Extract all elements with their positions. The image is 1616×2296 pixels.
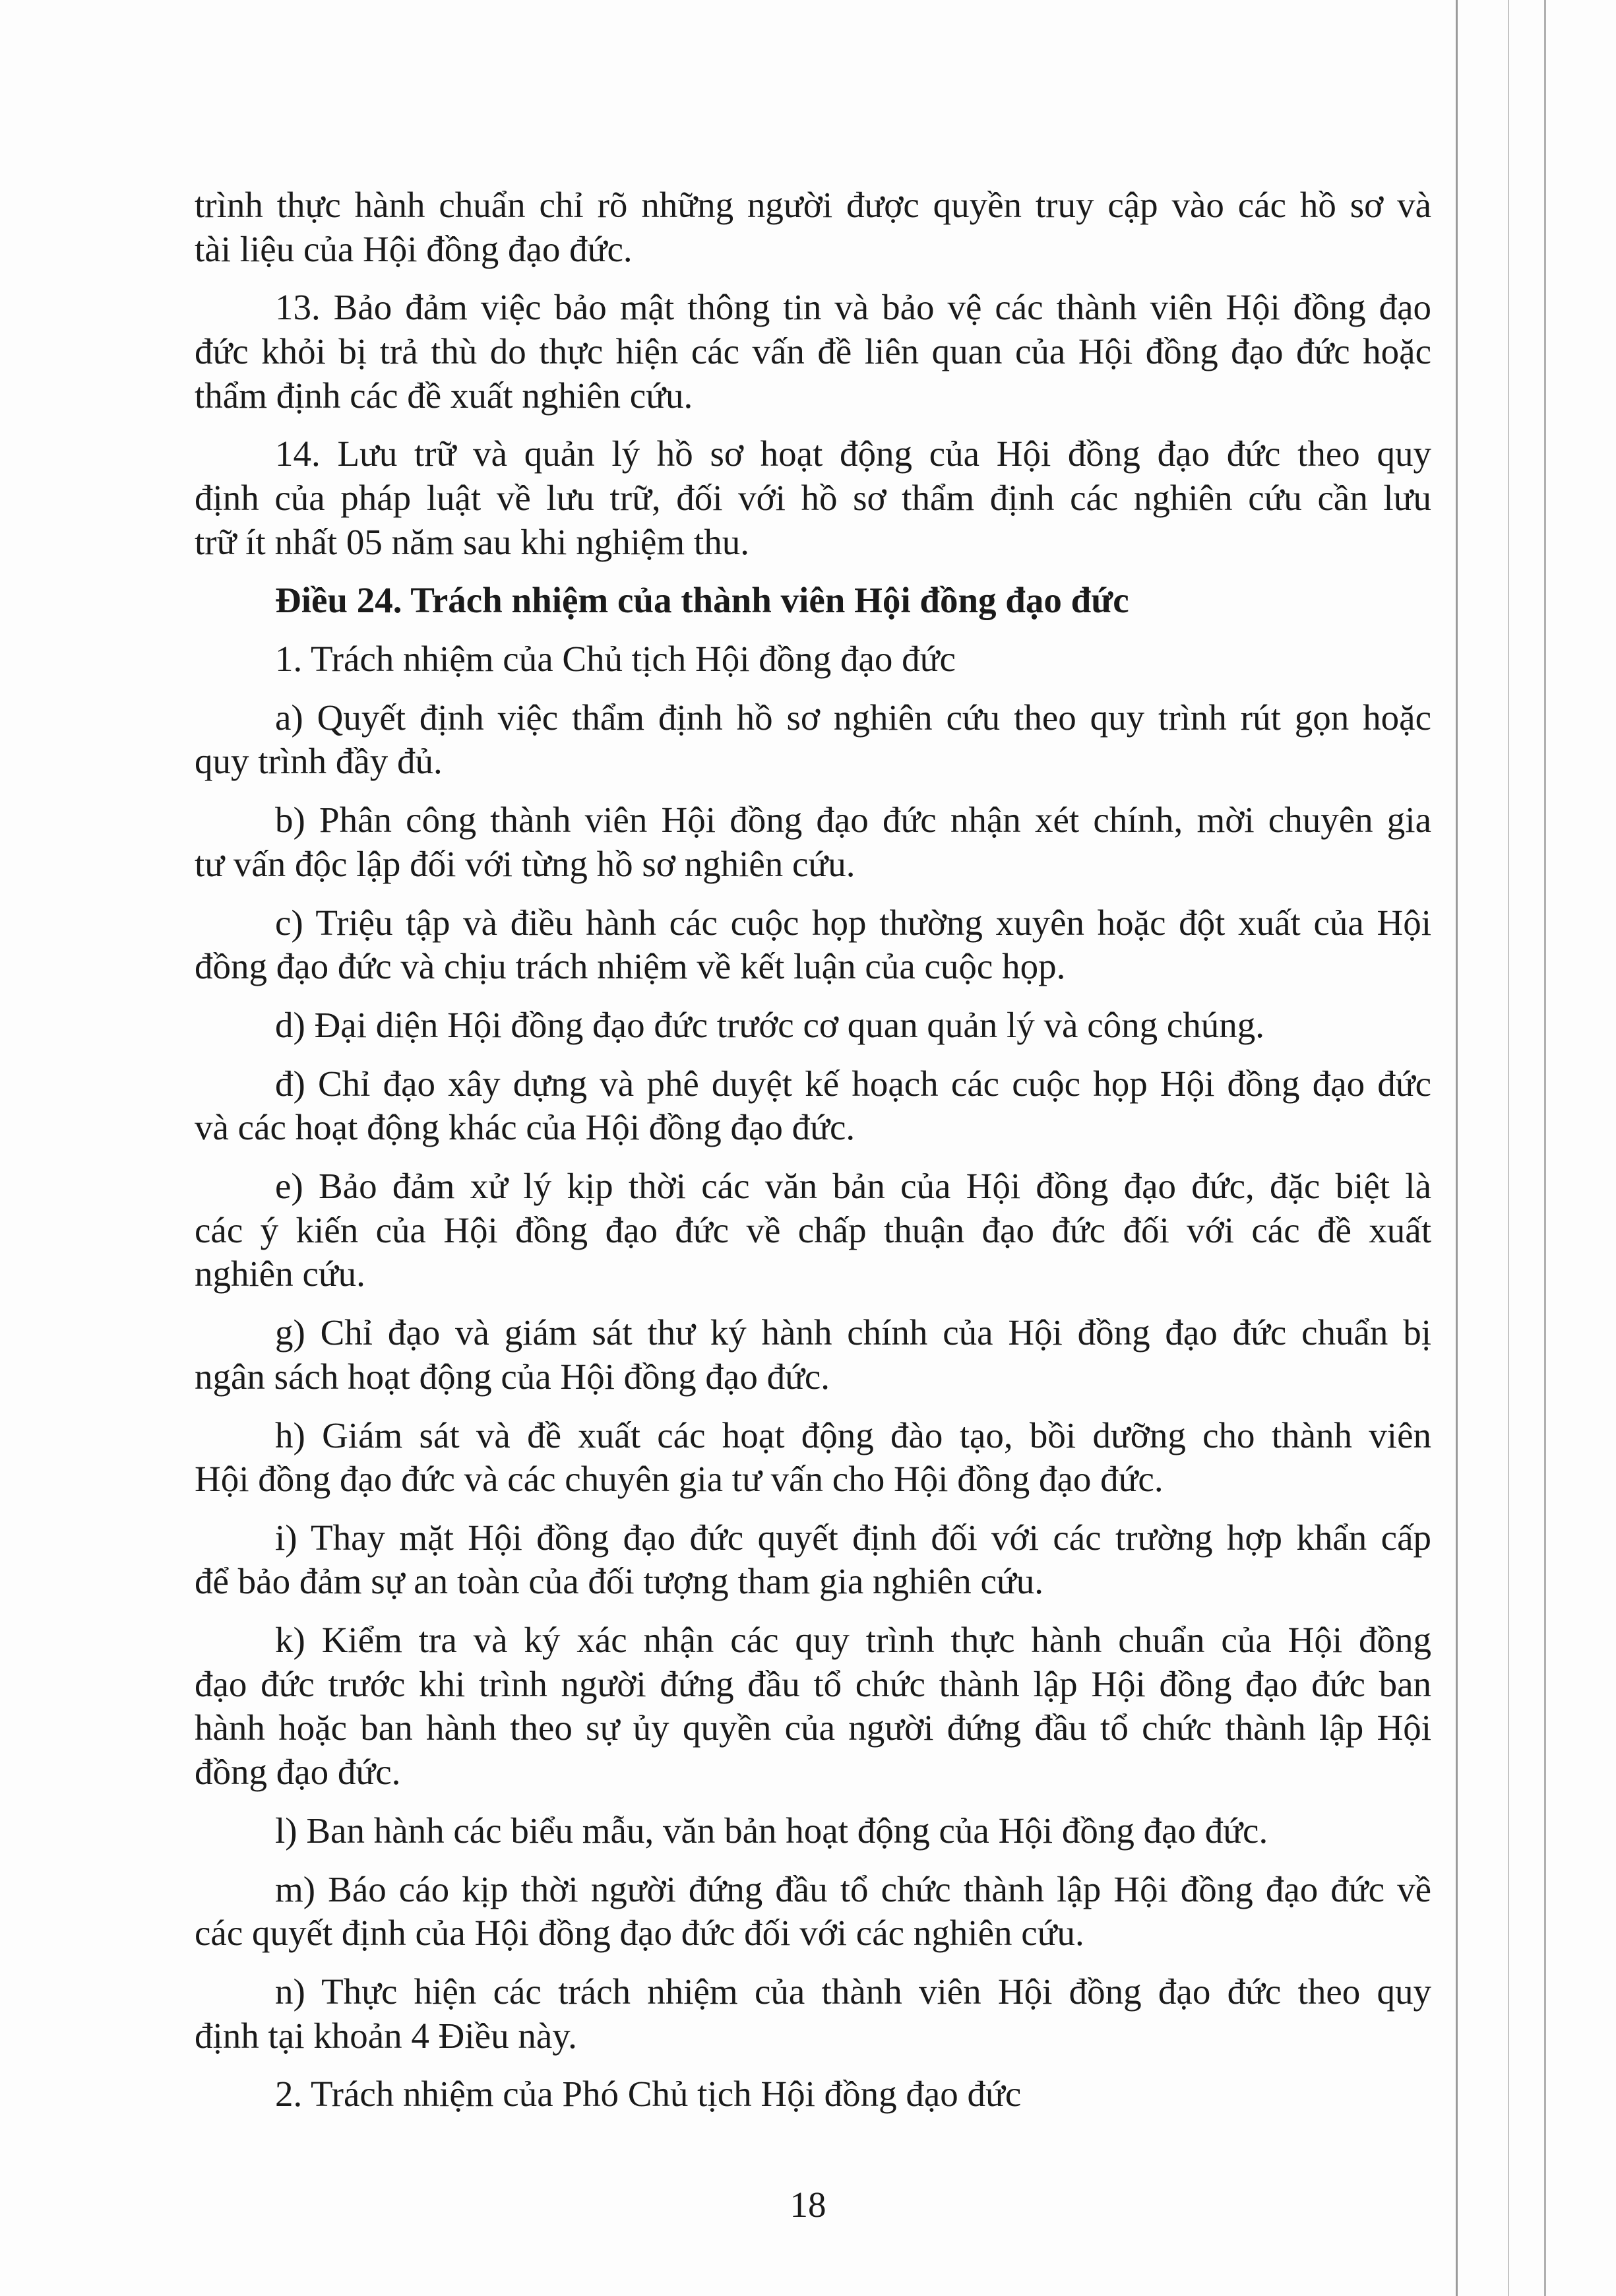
- page-number-footer: [0, 2184, 1616, 2225]
- paragraph: [195, 1809, 1431, 1853]
- paragraph: [195, 1164, 1431, 1296]
- paragraph: [195, 1004, 1431, 1048]
- text-line: thẩm định các đề xuất nghiên cứu.: [195, 375, 693, 416]
- text-line: Điều 24. Trách nhiệm của thành viên Hội đồng đạo đức: [275, 580, 1129, 621]
- text-line: quy trình đầy đủ.: [195, 741, 443, 782]
- text-line: 14. Lưu trữ và quản lý hồ sơ hoạt động của Hội đồng đạo đức theo quy: [275, 433, 1431, 474]
- text-line: và các hoạt động khác của Hội đồng đạo đức.: [195, 1107, 855, 1148]
- text-line: đ) Chỉ đạo xây dựng và phê duyệt kế hoạch các cuộc họp Hội đồng đạo đức: [275, 1063, 1431, 1104]
- text-line: đức khỏi bị trả thù do thực hiện các vấn đề liên quan của Hội đồng đạo đức hoặc: [195, 331, 1431, 371]
- paragraph: [195, 2072, 1431, 2117]
- text-line: Hội đồng đạo đức và các chuyên gia tư vấn cho Hội đồng đạo đức.: [195, 1459, 1164, 1500]
- text-line: các ý kiến của Hội đồng đạo đức về chấp thuận đạo đức đối với các đề xuất: [195, 1209, 1431, 1250]
- text-line: đạo đức trước khi trình người đứng đầu tổ chức thành lập Hội đồng đạo đức ban: [195, 1663, 1431, 1704]
- text-line: e) Bảo đảm xử lý kịp thời các văn bản của Hội đồng đạo đức, đặc biệt là: [275, 1166, 1431, 1207]
- text-line: tư vấn độc lập đối với từng hồ sơ nghiên cứu.: [195, 843, 855, 884]
- paragraph: [195, 696, 1431, 784]
- text-line: b) Phân công thành viên Hội đồng đạo đức nhận xét chính, mời chuyên gia: [275, 800, 1431, 841]
- text-line: m) Báo cáo kịp thời người đứng đầu tổ chức thành lập Hội đồng đạo đức về: [275, 1868, 1431, 1909]
- paragraph: [195, 1062, 1431, 1150]
- text-line: nghiên cứu.: [195, 1254, 365, 1294]
- text-line: n) Thực hiện các trách nhiệm của thành viên Hội đồng đạo đức theo quy: [275, 1971, 1431, 2012]
- paragraph: [195, 1516, 1431, 1604]
- page-number: 18: [790, 2184, 826, 2225]
- text-line: định của pháp luật về lưu trữ, đối với hồ sơ thẩm định các nghiên cứu cần lưu: [195, 477, 1431, 518]
- text-line: ngân sách hoạt động của Hội đồng đạo đức.: [195, 1356, 830, 1397]
- paragraph: [195, 1311, 1431, 1399]
- text-line: trữ ít nhất 05 năm sau khi nghiệm thu.: [195, 521, 749, 562]
- text-line: a) Quyết định việc thẩm định hồ sơ nghiên cứu theo quy trình rút gọn hoặc: [275, 697, 1431, 738]
- text-line: hành hoặc ban hành theo sự ủy quyền của người đứng đầu tổ chức thành lập Hội: [195, 1707, 1431, 1748]
- scan-edge-line: [1508, 0, 1509, 2296]
- text-line: đồng đạo đức.: [195, 1752, 401, 1793]
- paragraph: [195, 286, 1431, 418]
- text-line: d) Đại diện Hội đồng đạo đức trước cơ quan quản lý và công chúng.: [275, 1005, 1265, 1045]
- scan-edge-line: [1456, 0, 1458, 2296]
- article-heading: [195, 579, 1431, 623]
- text-line: 2. Trách nhiệm của Phó Chủ tịch Hội đồng đạo đức: [275, 2074, 1022, 2115]
- text-line: 13. Bảo đảm việc bảo mật thông tin và bảo vệ các thành viên Hội đồng đạo: [275, 287, 1431, 328]
- text-line: các quyết định của Hội đồng đạo đức đối với các nghiên cứu.: [195, 1913, 1084, 1954]
- document-body: [195, 183, 1431, 2131]
- paragraph: [195, 1970, 1431, 2058]
- text-line: g) Chỉ đạo và giám sát thư ký hành chính của Hội đồng đạo đức chuẩn bị: [275, 1312, 1431, 1353]
- text-line: 1. Trách nhiệm của Chủ tịch Hội đồng đạo đức: [275, 639, 956, 680]
- text-line: i) Thay mặt Hội đồng đạo đức quyết định đối với các trường hợp khẩn cấp: [275, 1517, 1431, 1558]
- text-line: tài liệu của Hội đồng đạo đức.: [195, 228, 633, 269]
- scan-edge-line: [1544, 0, 1546, 2296]
- paragraph: [195, 1868, 1431, 1956]
- paragraph: [195, 798, 1431, 886]
- text-line: l) Ban hành các biểu mẫu, văn bản hoạt động của Hội đồng đạo đức.: [275, 1810, 1268, 1851]
- text-line: để bảo đảm sự an toàn của đối tượng tham gia nghiên cứu.: [195, 1561, 1043, 1602]
- text-line: k) Kiểm tra và ký xác nhận các quy trình thực hành chuẩn của Hội đồng: [275, 1620, 1431, 1661]
- paragraph: [195, 637, 1431, 682]
- paragraph: [195, 1414, 1431, 1502]
- text-line: đồng đạo đức và chịu trách nhiệm về kết luận của cuộc họp.: [195, 946, 1066, 987]
- text-line: h) Giám sát và đề xuất các hoạt động đào tạo, bồi dưỡng cho thành viên: [275, 1415, 1431, 1455]
- paragraph: [195, 432, 1431, 564]
- paragraph: [195, 1618, 1431, 1794]
- text-line: trình thực hành chuẩn chỉ rõ những người được quyền truy cập vào các hồ sơ và: [195, 185, 1431, 225]
- paragraph: [195, 183, 1431, 271]
- paragraph: [195, 901, 1431, 989]
- text-line: c) Triệu tập và điều hành các cuộc họp thường xuyên hoặc đột xuất của Hội: [275, 902, 1431, 943]
- text-line: định tại khoản 4 Điều này.: [195, 2015, 577, 2056]
